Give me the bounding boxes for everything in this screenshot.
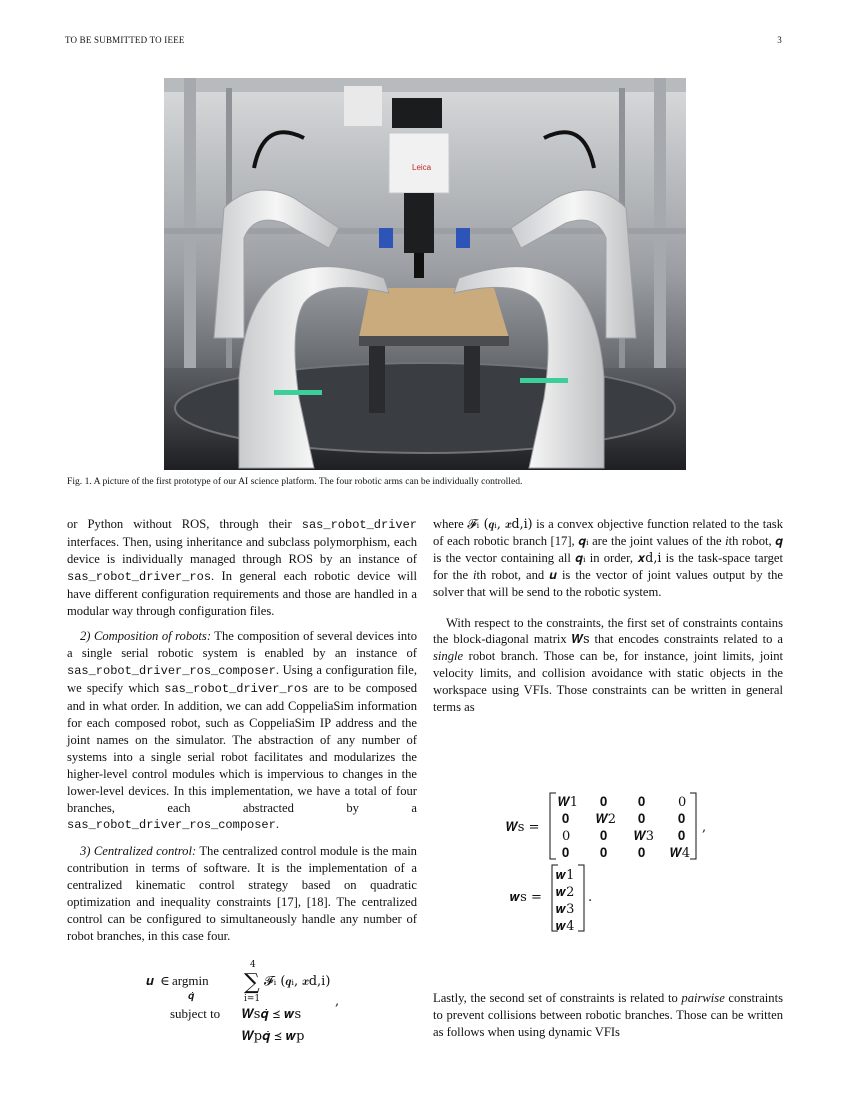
matrix-cell: 𝟎 [638, 846, 646, 861]
running-header [65, 35, 782, 49]
equation-optimization [140, 955, 360, 1050]
matrix-cell: 𝑾1 [558, 795, 579, 810]
svg-text:𝒖: 𝒖 [146, 974, 154, 989]
section-heading-composition: 2) Composition of robots: [80, 629, 212, 644]
matrix-cell: 𝟎 [638, 812, 646, 827]
paragraph-centralized-control: 3) Centralized control: The centralized control module is the main contribution in terms of software. It is the implementation of a centralized kinematic control strategy based on quadratic optimization and inequality constraints [17], [18]. The centralized control can be configured to simultaneously handle any number of robot branches, in this case four. [67, 844, 417, 943]
paragraph-pairwise: Lastly, the second set of constraints is related to pairwise constraints to prevent collisions between robotic branches. Those can be written as follows when using dynamic VFIs [433, 991, 783, 1039]
microscope-brand-label: Leica [412, 163, 432, 172]
matrix-cell: 𝟎 [562, 812, 570, 827]
equation-block-diagonal [500, 785, 730, 935]
matrix-cell: 𝟎 [600, 846, 608, 861]
figure-robot-platform-photo [164, 78, 686, 470]
ws-lhs: 𝑾s = [506, 820, 540, 835]
ws-vector-lhs: 𝒘s = [510, 890, 542, 905]
code-sas-robot-driver: sas_robot_driver [301, 518, 417, 532]
matrix-cell: 0 [678, 795, 687, 810]
code-sas-robot-driver-ros: sas_robot_driver_ros [67, 569, 212, 584]
svg-text:𝒒̇: 𝒒̇ [188, 991, 195, 1002]
matrix-cell: 𝑾4 [670, 846, 691, 861]
vector-entry: 𝒘2 [556, 885, 575, 900]
matrix-cell: 𝟎 [562, 846, 570, 861]
robot-platform-illustration [164, 78, 686, 470]
paragraph-drivers: or Python without ROS, through their sas_robot_driver interfaces. Then, using inheritance and subclass polymorphism, each device is individually managed through ROS by an instance of sas_robot_driver_ros. In general each robotic device will have different configuration requirements and those are handled in a modular way through configuration files. [67, 517, 417, 618]
matrix-cell: 𝟎 [600, 795, 608, 810]
paragraph-composition: 2) Composition of robots: The composition of several devices into a single serial robotic system is enabled by an instance of sas_robot_driver_ros_composer. Using a configuration file, we specify which sas_robot_driver_ros are to be composed and in what order. In addition, we can add CoppeliaSim information for each composed robot, such as CoppeliaSim IP address and the joint names on the simulator. The abstraction of any number of systems into a single serial robot facilitates and modularizes the higher-level control modules which is impervious to changes in the lower-level devices. In this implementation, we have a total of four branches, each abstracted by a sas_robot_driver_ros_composer. [67, 629, 417, 833]
vector-entry: 𝒘4 [556, 919, 575, 934]
svg-text:subject to: subject to [170, 1006, 221, 1021]
matrix-cell: 𝟎 [678, 812, 686, 827]
svg-text:,: , [335, 994, 340, 1009]
left-column [67, 516, 417, 954]
vector-entry: 𝒘3 [556, 902, 575, 917]
svg-text:,: , [702, 820, 707, 835]
header-venue: TO BE SUBMITTED TO IEEE [65, 35, 185, 45]
svg-text:argmin: argmin [172, 973, 209, 988]
paragraph-constraints: With respect to the constraints, the first set of constraints contains the block-diagonal matrix 𝑾s that encodes constraints related to a single robot branch. Those can be, for instance, joint limits, joint velocity limits, and collision avoidance with static objects in the workspace using VFIs. Those constraints can be written in general terms as [433, 615, 783, 715]
paragraph-objective: where 𝓕ᵢ (𝒒ᵢ, 𝒙d,i) is a convex objective function related to the task of each robotic branch [17], 𝒒ᵢ are the joint values of the ith robot, 𝒒 is the vector containing all 𝒒ᵢ in order, 𝒙d,i is the task-space target for the ith robot, and 𝒖 is the vector of joint values output by the solver that will be send to the robotic system. [433, 516, 783, 599]
matrix-cell: 𝟎 [600, 829, 608, 844]
matrix-cell: 𝑾3 [634, 829, 655, 844]
svg-text:𝓕ᵢ (𝒒ᵢ, 𝒙d,i): 𝓕ᵢ (𝒒ᵢ, 𝒙d,i) [264, 974, 331, 989]
vector-entry: 𝒘1 [556, 868, 575, 883]
svg-text:4: 4 [250, 960, 256, 970]
right-column [433, 516, 783, 725]
svg-text:𝑾p𝒒̇ ≼ 𝒘p: 𝑾p𝒒̇ ≼ 𝒘p [242, 1029, 305, 1044]
svg-text:∈: ∈ [160, 974, 170, 989]
page-number: 3 [777, 35, 782, 45]
matrix-cell: 𝟎 [638, 795, 646, 810]
svg-text:i=1: i=1 [244, 994, 261, 1004]
svg-text:∑: ∑ [244, 970, 260, 995]
matrix-cell: 0 [562, 829, 571, 844]
matrix-cell: 𝟎 [678, 829, 686, 844]
section-heading-centralized: 3) Centralized control: [80, 844, 197, 859]
svg-text:𝑾s𝒒̇ ≼ 𝒘s: 𝑾s𝒒̇ ≼ 𝒘s [242, 1007, 302, 1022]
svg-text:.: . [588, 890, 593, 905]
matrix-cell: 𝑾2 [596, 812, 617, 827]
figure-caption: Fig. 1. A picture of the first prototype of our AI science platform. The four robotic arms can be individually controlled. [67, 476, 523, 487]
